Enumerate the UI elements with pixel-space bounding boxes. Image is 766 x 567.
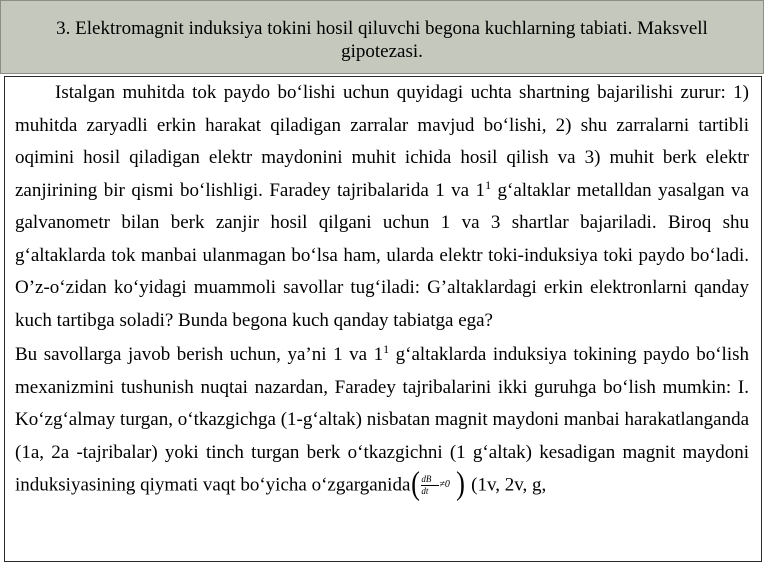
paragraph-1 xyxy=(15,77,749,337)
formula-fraction xyxy=(421,474,439,497)
paragraph-2-mid: g‘altaklarda induksiya tokining paydo bo‘lish mexanizmini tushunish nuqtai nazardan, Faradey tajribalarini ikki guruhga bo‘lish mumkin: I. Ko‘zg‘almay turgan, o‘tkazgichga (1-g‘altak) nisbatan magnit maydoni manbai harakatlanganda (1a, 2a -tajribalar) yoki tinch turgan berk o‘tkazgichni (1 g‘altak) kesadigan magnit maydoni induksiyasining qiymati vaqt bo‘yicha o‘zgarganida xyxy=(15,344,749,496)
paragraph-2-superscript: 1 xyxy=(383,342,390,356)
derivative-formula xyxy=(411,466,466,503)
formula-relation: ≠0 xyxy=(439,479,450,490)
slide-title-bar xyxy=(0,0,764,74)
paragraph-1-tail: g‘altaklar metalldan yasalgan va galvanometr bilan berk zanjir hosil qilgani uchun 1 va 3 shartlar bajariladi. Biroq shu g‘altaklarda tok manbai ulanmagan bo‘lsa ham, ularda elektr toki-induksiya toki paydo bo‘ladi. O’z-o‘zidan ko‘yidagi muammoli savollar tug‘iladi: G’altaklardagi erkin elektronlarni qanday kuch tartibga soladi? Bunda begona kuch qanday tabiatga ega? xyxy=(15,179,749,331)
paragraph-2 xyxy=(15,339,749,503)
paragraph-2-lead: Bu savollarga javob berish uchun, ya’ni 1 va 1 xyxy=(15,344,384,365)
slide-title: 3. Elektromagnit induksiya tokini hosil qiluvchi begona kuchlarning tabiati. Maksvell gipotezasi. xyxy=(56,18,708,62)
paragraph-2-tail: (1v, 2v, g, xyxy=(466,474,547,496)
formula-numerator: dB xyxy=(421,474,439,486)
paragraph-1-lead: Istalgan muhitda tok paydo bo‘lishi uchun quyidagi uchta shartning bajarilishi zurur: 1) muhitda zaryadli erkin harakat qiladigan zarralar mavjud bo‘lishi, 2) shu zarralarni tartibli oqimini hosil qiladigan elektr maydonini muhit ichida hosil qilish va 3) muhit berk elektr zanjirining bir qismi bo‘lishligi. Faradey tajribalarida 1 va 1 xyxy=(15,82,749,201)
content-frame xyxy=(4,76,762,562)
formula-right-paren: ) xyxy=(456,466,466,502)
formula-denominator: dt xyxy=(421,486,429,496)
paragraph-1-superscript: 1 xyxy=(485,177,492,192)
formula-left-paren: ( xyxy=(411,466,421,502)
